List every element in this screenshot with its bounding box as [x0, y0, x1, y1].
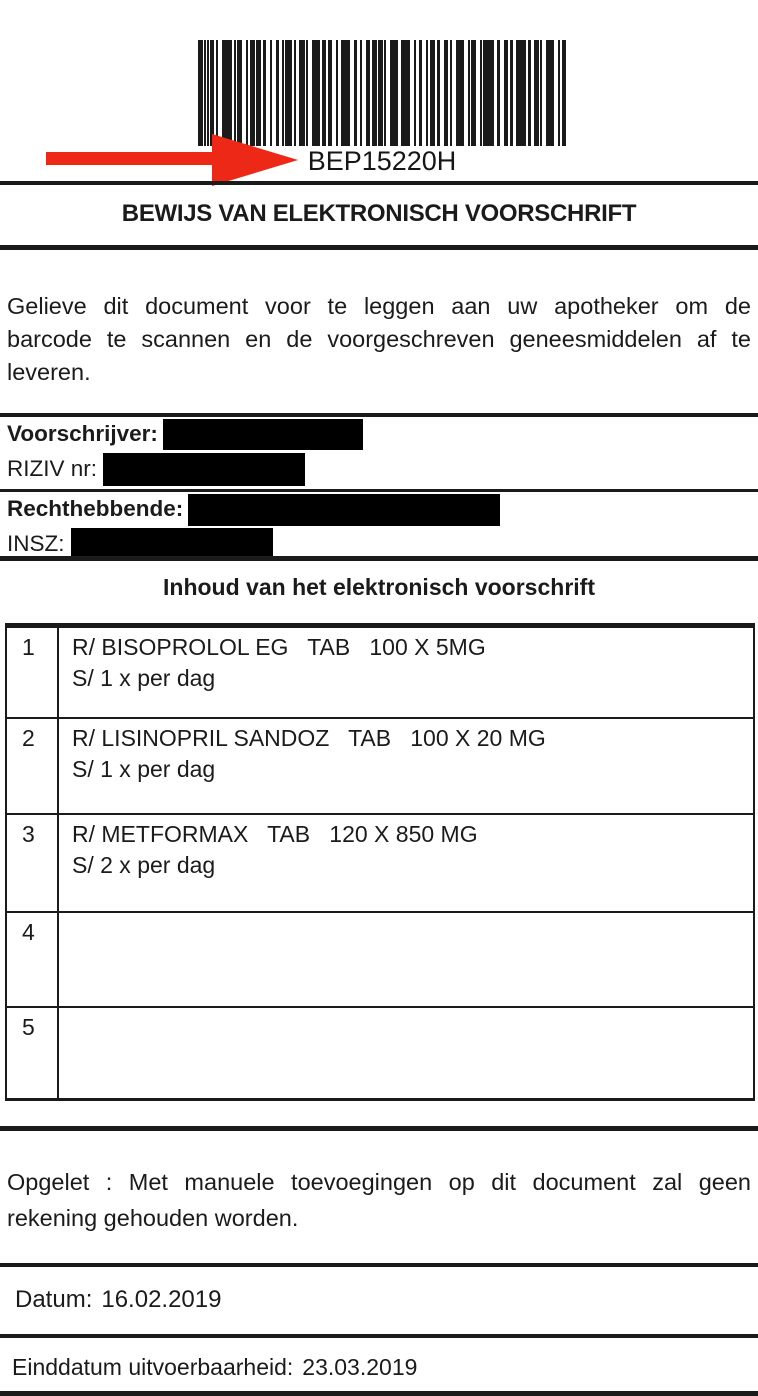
table-row [7, 1008, 753, 1098]
redaction-bar [163, 419, 363, 450]
prescription-line: R/ METFORMAX TAB 120 X 850 MG [72, 821, 478, 847]
red-arrow-icon [46, 152, 216, 165]
divider [0, 1126, 758, 1131]
table-row [7, 719, 753, 815]
intro-line: barcode te scannen en de voorgeschreven geneesmiddelen af te [7, 326, 751, 352]
barcode [198, 40, 566, 146]
row-number-cell: 5 [7, 1008, 59, 1098]
beneficiary-label: Rechthebbende: [7, 496, 184, 521]
row-number-cell: 2 [7, 719, 59, 813]
row-number-cell: 4 [7, 913, 59, 1006]
table-row [7, 815, 753, 913]
contents-heading: Inhoud van het elektronisch voorschrift [163, 574, 595, 600]
prescriber-section [7, 417, 751, 487]
beneficiary-row [7, 492, 751, 527]
divider [0, 1391, 758, 1396]
date-issued-label: Datum: [15, 1286, 93, 1313]
document-title: BEWIJS VAN ELEKTRONISCH VOORSCHRIFT [121, 200, 637, 227]
barcode-value: BEP15220H [307, 146, 457, 176]
table-row [7, 628, 753, 719]
dosage-line: S/ 2 x per dag [72, 852, 216, 878]
date-expiry-label: Einddatum uitvoerbaarheid: [12, 1354, 294, 1380]
table-row [7, 913, 753, 1008]
intro-paragraph [7, 290, 751, 389]
redaction-bar [71, 528, 273, 558]
prescription-line: R/ BISOPROLOL EG TAB 100 X 5MG [72, 634, 486, 660]
insz-label: INSZ: [7, 531, 65, 556]
riziv-label: RIZIV nr: [7, 456, 98, 481]
prescription-cell [59, 719, 753, 813]
row-number-cell: 3 [7, 815, 59, 911]
divider [0, 245, 758, 250]
prescription-table [5, 623, 755, 1101]
redaction-bar [103, 453, 305, 486]
prescription-cell [59, 913, 753, 1006]
date-issued-value: 16.02.2019 [101, 1286, 222, 1313]
divider [0, 556, 758, 561]
divider [0, 1334, 758, 1338]
riziv-row [7, 452, 751, 487]
intro-line: leveren. [7, 359, 91, 385]
notice-line: Opgelet : Met manuele toevoegingen op dit document zal geen [7, 1169, 751, 1195]
prescription-line: R/ LISINOPRIL SANDOZ TAB 100 X 20 MG [72, 725, 546, 751]
row-number-cell: 1 [7, 628, 59, 717]
prescriber-label: Voorschrijver: [7, 421, 158, 446]
red-arrow-head-icon [212, 134, 298, 186]
date-issued [15, 1286, 221, 1314]
prescriber-row [7, 417, 751, 452]
notice-line: rekening gehouden worden. [7, 1205, 299, 1231]
notice-paragraph [7, 1164, 751, 1236]
prescription-cell [59, 1008, 753, 1098]
divider [0, 181, 758, 185]
beneficiary-section [7, 492, 751, 562]
prescription-cell [59, 628, 753, 717]
divider [0, 1263, 758, 1267]
dosage-line: S/ 1 x per dag [72, 665, 216, 691]
date-expiry [12, 1354, 417, 1381]
prescription-cell [59, 815, 753, 911]
dosage-line: S/ 1 x per dag [72, 756, 216, 782]
date-expiry-value: 23.03.2019 [302, 1354, 418, 1380]
redaction-bar [188, 494, 500, 526]
intro-line: Gelieve dit document voor te leggen aan uw apotheker om de [7, 293, 751, 319]
